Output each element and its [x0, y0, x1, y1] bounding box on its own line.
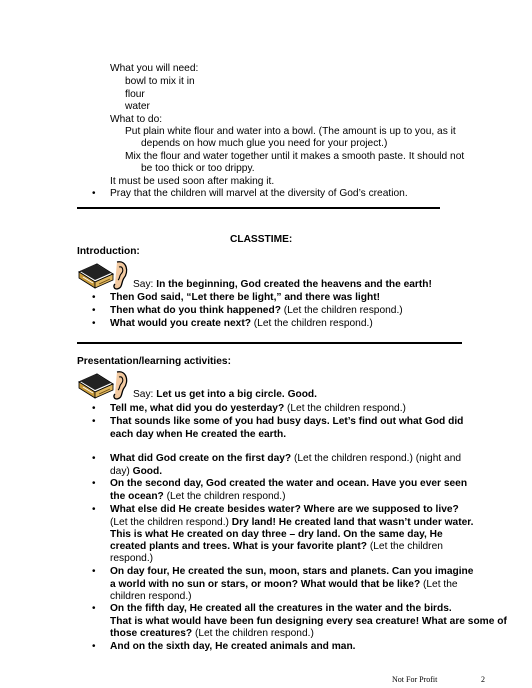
supplies-heading: What you will need:: [110, 63, 199, 74]
bullet-normal: (Let the children respond.): [110, 517, 232, 528]
say-text: Let us get into a big circle. Good.: [156, 389, 317, 400]
bullet-dot: •: [92, 318, 96, 329]
presentation-bullet-4-line-1: On the second day, God created the water and ocean. Have you ever seen: [110, 478, 468, 489]
bullet-normal: (Let the: [420, 579, 458, 590]
say-label: Say:: [133, 389, 154, 400]
bullet-bold: Tell me, what did you do yesterday?: [110, 403, 285, 414]
presentation-heading: Presentation/learning activities:: [77, 356, 231, 367]
steps-heading: What to do:: [110, 114, 163, 125]
step-1-line-2: depends on how much glue you need for your project.): [141, 138, 388, 149]
presentation-bullet-7-line-3: [110, 627, 314, 640]
say-text: In the beginning, God created the heavens and the earth!: [156, 279, 432, 290]
bullet-dot: •: [92, 188, 96, 199]
bullet-bold: What did God create on the first day?: [110, 453, 292, 464]
bullet-bold: the ocean?: [110, 491, 164, 502]
step-2-line-2: be too thick or too drippy.: [141, 163, 255, 174]
supply-item: flour: [125, 89, 145, 100]
bullet-bold: Good.: [132, 466, 163, 477]
bullet-dot: •: [92, 416, 96, 427]
presentation-bullet-7-line-1: On the fifth day, He created all the creatures in the water and the birds.: [110, 603, 452, 614]
bullet-normal: (Let the children respond.): [284, 403, 406, 414]
footer-text: Not For Profit: [392, 675, 438, 684]
say-label: Say:: [133, 279, 154, 290]
step-2-line-1: Mix the flour and water together until it makes a smooth paste. It should not: [125, 151, 465, 162]
intro-heading: Introduction:: [77, 246, 140, 257]
bullet-normal: (Let the children respond.): [250, 318, 373, 329]
prayer-text: Pray that the children will marvel at the diversity of God’s creation.: [110, 188, 408, 199]
bullet-dot: •: [92, 403, 96, 414]
bullet-dot: •: [92, 504, 96, 515]
intro-bullet-1: [110, 291, 380, 304]
intro-bullet-3: [110, 317, 373, 330]
bullet-bold: created plants and trees. What is your favorite plant?: [110, 541, 368, 552]
bullet-dot: •: [92, 453, 96, 464]
presentation-bullet-7-line-2: That is what would have been fun designing every sea creature! What are some of: [110, 616, 507, 627]
presentation-bullet-8: And on the sixth day, He created animals and man.: [110, 641, 356, 652]
page-number: 2: [481, 675, 485, 684]
bullet-normal: (Let the children respond.): [192, 628, 314, 639]
presentation-bullet-5-line-5: respond.): [110, 553, 154, 564]
presentation-bullet-6-line-1: On day four, He created the sun, moon, stars and planets. Can you imagine: [110, 566, 474, 577]
presentation-bullet-1: [110, 402, 406, 415]
bullet-bold: those creatures?: [110, 628, 193, 639]
bullet-normal: day): [110, 466, 133, 477]
intro-bullet-2: [110, 304, 403, 317]
presentation-bullet-4-line-2: [110, 490, 286, 503]
bullet-dot: •: [92, 305, 96, 316]
bullet-bold: Then what do you think happened?: [110, 305, 281, 316]
bullet-dot: •: [92, 603, 96, 614]
presentation-bullet-6-line-3: children respond.): [110, 591, 192, 602]
section-divider: [77, 342, 462, 344]
bullet-dot: •: [92, 566, 96, 577]
bullet-normal: (Let the children respond.): [163, 491, 286, 502]
section-divider: [77, 207, 440, 209]
presentation-bullet-3-line-1: [110, 452, 461, 465]
intro-say: [133, 278, 432, 291]
presentation-bullet-2-line-1: That sounds like some of you had busy days. Let’s find out what God did: [110, 416, 464, 427]
supply-item: water: [125, 101, 150, 112]
presentation-say: [133, 388, 317, 401]
bullet-dot: •: [92, 292, 96, 303]
bullet-normal: (Let the children respond.) (night and: [291, 453, 462, 464]
presentation-bullet-2-line-2: each day when He created the earth.: [110, 429, 287, 440]
bullet-bold: Then God said, “Let there be light,” and there was light!: [110, 292, 380, 303]
presentation-bullet-5-line-4: [110, 540, 443, 553]
supply-item: bowl to mix it in: [125, 76, 195, 87]
bullet-normal: (Let the children: [367, 541, 443, 552]
bullet-dot: •: [92, 641, 96, 652]
bullet-dot: •: [92, 478, 96, 489]
bullet-normal: (Let the children respond.): [280, 305, 403, 316]
presentation-bullet-5-line-3: This is what He created on day three – dry land. On the same day, He: [110, 529, 443, 540]
bullet-bold: a world with no sun or stars, or moon? What would that be like?: [110, 579, 421, 590]
steps-note: It must be used soon after making it.: [110, 176, 275, 187]
classtime-title: CLASSTIME:: [230, 234, 293, 245]
step-1-line-1: Put plain white flour and water into a bowl. (The amount is up to you, as it: [125, 126, 456, 137]
presentation-bullet-5-line-1: What else did He create besides water? Where are we supposed to live?: [110, 504, 459, 515]
bullet-bold: Dry land! He created land that wasn’t under water.: [231, 517, 474, 528]
bullet-bold: What would you create next?: [110, 318, 251, 329]
